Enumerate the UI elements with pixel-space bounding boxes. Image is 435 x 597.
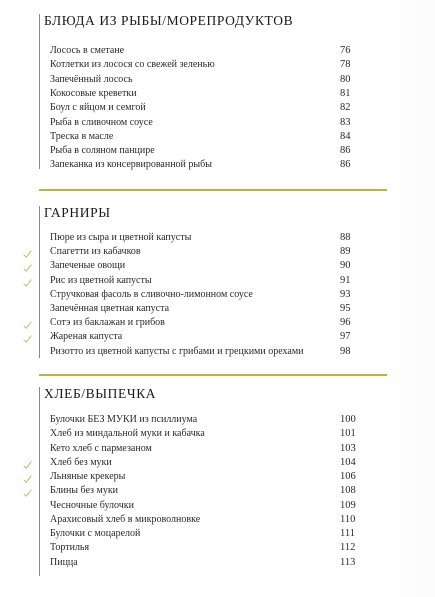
toc-entry[interactable] bbox=[0, 316, 435, 330]
toc-entry[interactable] bbox=[0, 58, 435, 72]
check-icon bbox=[23, 331, 32, 341]
toc-entry-page: 112 bbox=[340, 542, 356, 554]
toc-entry-title: Запечённая цветная капуста bbox=[50, 303, 170, 314]
section-divider-horizontal bbox=[39, 189, 387, 191]
toc-entry[interactable] bbox=[0, 44, 435, 58]
toc-entry-title: Рыба в сливочном соусе bbox=[50, 116, 153, 128]
toc-entry[interactable] bbox=[0, 144, 435, 158]
toc-entry-page: 100 bbox=[340, 414, 356, 425]
toc-entry[interactable] bbox=[0, 231, 435, 245]
toc-entry-page: 78 bbox=[340, 59, 351, 71]
toc-entry[interactable] bbox=[0, 245, 435, 259]
section-title: ГАРНИРЫ bbox=[44, 205, 111, 220]
toc-entry-title: Спагетти из кабачков bbox=[50, 246, 141, 258]
toc-entry-title: Булочки БЕЗ МУКИ из псиллиума bbox=[50, 414, 198, 425]
toc-entry[interactable] bbox=[0, 130, 435, 144]
toc-entry[interactable] bbox=[0, 73, 435, 87]
toc-entry-title: Льняные крекеры bbox=[50, 471, 126, 482]
check-icon bbox=[23, 260, 32, 270]
toc-entry-page: 80 bbox=[340, 73, 351, 85]
toc-entry[interactable] bbox=[0, 442, 435, 456]
toc-entry-page: 109 bbox=[340, 499, 356, 511]
toc-entry-page: 98 bbox=[340, 345, 351, 357]
toc-entry-title: Хлеб из миндальной муки и кабачка bbox=[50, 428, 205, 440]
toc-entry[interactable] bbox=[0, 484, 435, 498]
toc-entry-page: 95 bbox=[340, 303, 351, 314]
check-icon bbox=[23, 317, 32, 327]
check-icon bbox=[23, 471, 32, 481]
toc-entry[interactable] bbox=[0, 541, 435, 555]
toc-entry[interactable] bbox=[0, 302, 435, 316]
toc-entry-title: Рис из цветной капусты bbox=[50, 274, 152, 286]
toc-entry-page: 96 bbox=[340, 317, 351, 329]
toc-entry-page: 83 bbox=[340, 116, 351, 128]
toc-entry-page: 90 bbox=[340, 260, 351, 272]
check-icon bbox=[23, 457, 32, 467]
toc-entry-title: Тортилья bbox=[50, 542, 90, 554]
toc-entry[interactable] bbox=[0, 158, 435, 172]
toc-entry-page: 88 bbox=[340, 232, 351, 243]
toc-entry-title: Блины без муки bbox=[50, 485, 119, 497]
toc-entry-title: Жареная капуста bbox=[50, 331, 123, 343]
toc-entry-page: 82 bbox=[340, 102, 351, 114]
toc-entry[interactable] bbox=[0, 499, 435, 513]
toc-entry-page: 103 bbox=[340, 442, 356, 454]
toc-entry-title: Боул с яйцом и семгой bbox=[50, 102, 146, 114]
toc-entry-page: 86 bbox=[340, 145, 351, 157]
toc-entry-title: Запеканка из консервированной рыбы bbox=[50, 159, 212, 171]
toc-entry[interactable] bbox=[0, 274, 435, 288]
toc-entry-page: 76 bbox=[340, 45, 351, 56]
toc-entry-page: 104 bbox=[340, 456, 356, 468]
toc-entry-title: Ризотто из цветной капусты с грибами и грецкими орехами bbox=[50, 345, 304, 357]
toc-entry-page: 93 bbox=[340, 288, 351, 300]
toc-entry-title: Сотэ из баклажан и грибов bbox=[50, 317, 165, 329]
toc-entry-page: 81 bbox=[340, 87, 351, 99]
section-title: БЛЮДА ИЗ РЫБЫ/МОРЕПРОДУКТОВ bbox=[44, 13, 294, 28]
toc-entry[interactable] bbox=[0, 427, 435, 441]
toc-entry-title: Рыба в соляном панцире bbox=[50, 145, 155, 157]
toc-entry-page: 89 bbox=[340, 246, 351, 258]
toc-entry[interactable] bbox=[0, 116, 435, 130]
toc-entry-title: Булочки с моцарелой bbox=[50, 528, 141, 539]
toc-entry[interactable] bbox=[0, 101, 435, 115]
toc-entry-title: Пицца bbox=[50, 556, 78, 568]
toc-entry[interactable] bbox=[0, 288, 435, 302]
toc-entry-title: Пюре из сыра и цветной капусты bbox=[50, 232, 192, 243]
section-title: ХЛЕБ/ВЫПЕЧКА bbox=[44, 386, 157, 401]
toc-entry-title: Треска в масле bbox=[50, 130, 114, 142]
toc-entry[interactable] bbox=[0, 259, 435, 273]
toc-entry-page: 106 bbox=[340, 471, 356, 482]
check-icon bbox=[23, 246, 32, 256]
toc-entry-page: 86 bbox=[340, 159, 351, 171]
toc-entry[interactable] bbox=[0, 513, 435, 527]
toc-entry-title: Запеченые овощи bbox=[50, 260, 126, 272]
toc-entry[interactable] bbox=[0, 470, 435, 484]
check-icon bbox=[23, 275, 32, 285]
toc-entry-title: Чесночные булочки bbox=[50, 499, 134, 511]
toc-entry-page: 101 bbox=[340, 428, 356, 440]
toc-entry[interactable] bbox=[0, 527, 435, 541]
toc-entry-title: Стручковая фасоль в сливочно-лимонном соусе bbox=[50, 288, 253, 300]
section-divider-horizontal bbox=[39, 374, 387, 376]
toc-entry[interactable] bbox=[0, 556, 435, 570]
toc-entry[interactable] bbox=[0, 87, 435, 101]
toc-entry-page: 91 bbox=[340, 274, 351, 286]
toc-entry[interactable] bbox=[0, 330, 435, 344]
toc-entry-title: Кето хлеб с пармезаном bbox=[50, 442, 152, 454]
toc-entry-page: 84 bbox=[340, 130, 351, 142]
toc-entry-page: 97 bbox=[340, 331, 351, 343]
toc-entry[interactable] bbox=[0, 345, 435, 359]
toc-entry-title: Хлеб без муки bbox=[50, 456, 112, 468]
toc-entry-page: 111 bbox=[340, 528, 355, 539]
toc-entry-title: Котлетки из лосося со свежей зеленью bbox=[50, 59, 215, 71]
toc-entry[interactable] bbox=[0, 413, 435, 427]
toc-entry-title: Арахисовый хлеб в микроволновке bbox=[50, 513, 201, 525]
toc-entry-title: Запечённый лосось bbox=[50, 73, 133, 85]
toc-entry-page: 113 bbox=[340, 556, 356, 568]
toc-entry-title: Кокосовые креветки bbox=[50, 87, 137, 99]
toc-entry-title: Лосось в сметане bbox=[50, 45, 125, 56]
toc-entry-page: 108 bbox=[340, 485, 356, 497]
toc-entry[interactable] bbox=[0, 456, 435, 470]
toc-entry-page: 110 bbox=[340, 513, 356, 525]
check-icon bbox=[23, 485, 32, 495]
